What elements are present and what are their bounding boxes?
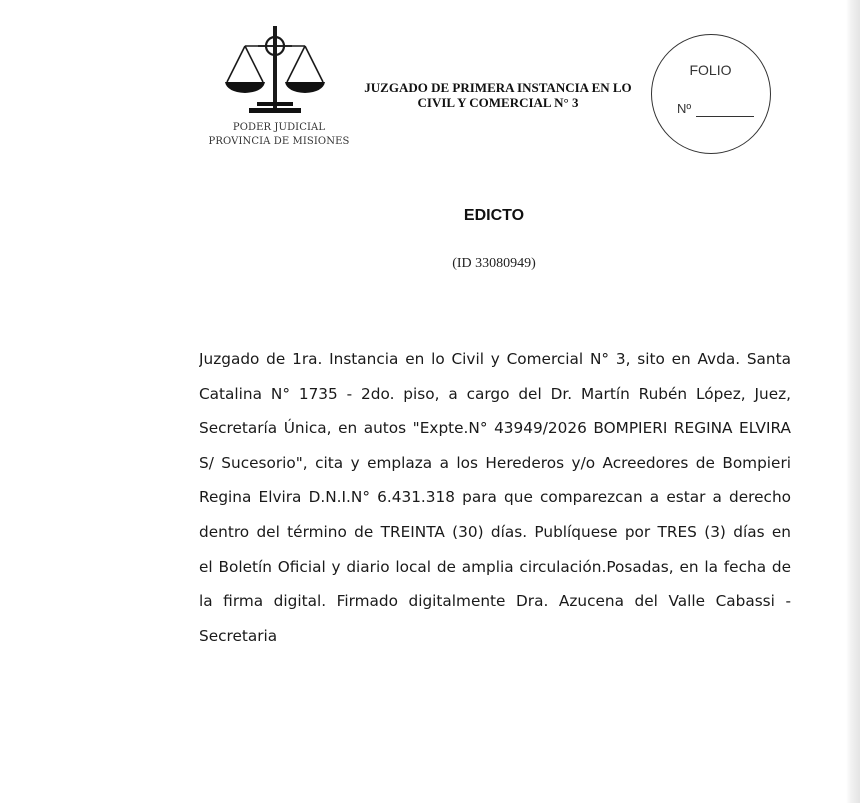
folio-number-label: Nº [677,101,692,116]
crest-line-poder-judicial: PODER JUDICIAL [232,122,326,133]
body-line: Juzgado de 1ra. Instancia en lo Civil y Comercial N° 3, sito en Avda. Santa [199,350,791,368]
body-line: Secretaría Única, en autos "Expte.N° 43949/2026 BOMPIERI REGINA ELVIRA [199,419,791,438]
body-line: Secretaria [199,626,278,645]
folio-stamp [651,34,771,154]
court-name [350,80,646,110]
crest-line-provincia: PROVINCIA DE MISIONES [208,136,350,147]
page-edge-shadow [846,0,860,803]
body-line: el Boletín Oficial y diario local de amplia circulación.Posadas, en la fecha de [199,557,791,576]
folio-label: FOLIO [689,62,732,78]
body-line: S/ Sucesorio", cita y emplaza a los Herederos y/o Acreedores de Bompieri [199,453,791,472]
scales-of-justice-icon [223,24,335,120]
court-name-line-2: CIVIL Y COMERCIAL N° 3 [417,95,579,110]
document-title: EDICTO [463,207,525,224]
document-id: (ID 33080949) [452,256,536,271]
folio-number-blank [696,116,754,117]
body-line: Regina Elvira D.N.I.N° 6.431.318 para que comparezcan a estar a derecho [199,488,791,507]
body-line: la firma digital. Firmado digitalmente Dra. Azucena del Valle Cabassi - [199,592,791,611]
body-line: dentro del término de TREINTA (30) días. Publíquese por TRES (3) días en [199,522,791,541]
edict-body [199,348,791,659]
judicial-crest [206,24,352,154]
court-name-line-1: JUZGADO DE PRIMERA INSTANCIA EN LO [364,80,632,95]
body-line: Catalina N° 1735 - 2do. piso, a cargo del Dr. Martín Rubén López, Juez, [199,384,791,403]
